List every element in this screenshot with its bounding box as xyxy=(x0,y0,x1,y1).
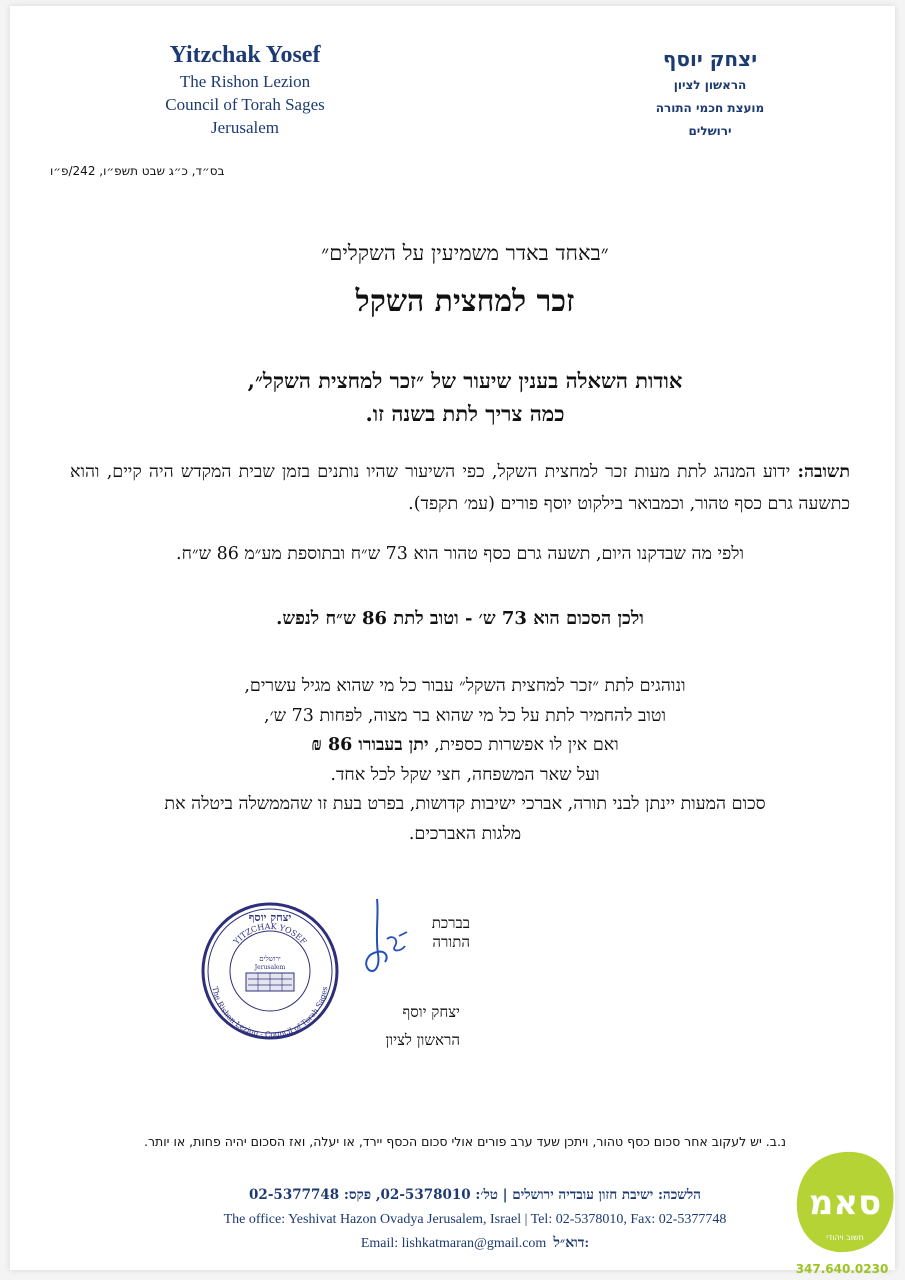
signature-blessing: בברכת התורה xyxy=(431,914,470,951)
english-letterhead xyxy=(120,40,370,139)
calculation-paragraph: ולפי מה שבדקנו היום, תשעה גרם כסף טהור הוא 73 ש״ח ובתוספת מע״מ 86 ש״ח. xyxy=(176,544,744,564)
custom-line: ונוהגים לתת ״זכר למחצית השקל״ עבור כל מי שהוא מגיל עשרים, xyxy=(244,676,686,696)
footnote: נ.ב. יש לעקוב אחר סכום כסף טהור, ויתכן שעד ערב פורים אולי סכום הכסף יירד, או יעלה, ואז הסכום יהיה פחות, או יותר. xyxy=(144,1134,786,1149)
letterhead-line-he: הראשון לציון xyxy=(673,78,747,92)
letter-page xyxy=(10,6,895,1270)
seal-city-en: Jerusalem xyxy=(254,964,286,971)
page-title: זכר למחצית השקל xyxy=(355,284,575,319)
seal-arc-bottom xyxy=(211,986,330,1039)
logo-text: סאמ xyxy=(808,1183,882,1223)
footer-email-line xyxy=(160,1236,790,1252)
footer-email-label: דוא״ל: xyxy=(553,1236,590,1251)
seal-city-he: ירושלים xyxy=(259,955,281,963)
custom-line-part: ואם אין לו אפשרות כספית, xyxy=(428,735,619,755)
letterhead-name-he: יצחק יוסף xyxy=(662,47,758,71)
brand-phone: 347.640.0230 xyxy=(795,1262,889,1276)
question-line: כמה צריך לתת בשנה זו. xyxy=(365,401,565,426)
custom-line xyxy=(50,731,880,761)
letterhead-line-he: מועצת חכמי התורה xyxy=(655,101,765,115)
logo-subtext: חשוב ויהודי xyxy=(826,1233,864,1242)
seal-top-text: יצחק יוסף xyxy=(248,911,292,924)
opening-quote: ״באחד באדר משמיעין על השקלים״ xyxy=(321,241,609,265)
signature-title: הראשון לציון xyxy=(385,1031,460,1049)
custom-line: וטוב להחמיר לתת על כל מי שהוא בר מצוה, לפחות 73 ש׳, xyxy=(264,705,666,726)
handwritten-signature xyxy=(355,894,415,984)
letterhead-name-en: Yitzchak Yosef xyxy=(169,42,321,68)
official-seal xyxy=(200,901,340,1041)
hebrew-letterhead xyxy=(610,44,810,143)
custom-paragraph xyxy=(50,672,880,849)
letterhead-line-en: The Rishon Lezion xyxy=(179,72,311,91)
custom-line: ועל שאר המשפחה, חצי שקל לכל אחד. xyxy=(330,764,600,785)
question-line: אודות השאלה בענין שיעור של ״זכר למחצית השקל״, xyxy=(247,368,683,393)
conclusion-paragraph: ולכן הסכום הוא 73 ש׳ - וטוב לתת 86 ש״ח לנפש. xyxy=(276,608,644,629)
letterhead-line-en: Jerusalem xyxy=(211,118,279,137)
seal-arc-en-path: YITZCHAK YOSEF xyxy=(231,921,309,947)
custom-line: מלגות האברכים. xyxy=(408,823,522,844)
signature-name: יצחק יוסף xyxy=(402,1003,460,1021)
date-reference: בס״ד, כ״ג שבט תשפ״ו, 242/פ״ו xyxy=(50,164,225,178)
answer-text: ידוע המנהג לתת מעות זכר למחצית השקל, כפי השיעור שהיו נותנים בזמן שבית המקדש היה קיים, והוא כתשעה גרם כסף טהור, וכמבואר בילקוט יוסף פורים (עמ׳ תקפד). xyxy=(70,462,850,514)
seal-arc-en xyxy=(231,922,308,947)
seal-arc-bottom-path: The Rishon Lezion - Council of Torah Sages xyxy=(210,985,330,1040)
custom-line-bold: יתן בעבורו 86 ₪ xyxy=(311,735,429,755)
brand-logo xyxy=(793,1148,897,1256)
custom-line: סכום המעות יינתן לבני תורה, אברכי ישיבות קדושות, בפרט בעת זו שהממשלה ביטלה את xyxy=(164,794,766,814)
footer-email: Email: lishkatmaran@gmail.com xyxy=(360,1236,547,1251)
answer-lead: תשובה: xyxy=(797,462,850,482)
answer-paragraph xyxy=(70,456,850,520)
question-block xyxy=(110,364,820,430)
footer-hebrew-line: הלשכה: ישיבת חזון עובדיה ירושלים | טל׳: 02-5378010, פקס: 02-5377748 xyxy=(249,1187,701,1203)
footer-english-line: The office: Yeshivat Hazon Ovadya Jerusalem, Israel | Tel: 02-5378010, Fax: 02-5377748 xyxy=(223,1212,727,1227)
letterhead-line-en: Council of Torah Sages xyxy=(165,95,325,114)
signature-block xyxy=(350,998,460,1054)
letterhead-line-he: ירושלים xyxy=(688,124,732,138)
